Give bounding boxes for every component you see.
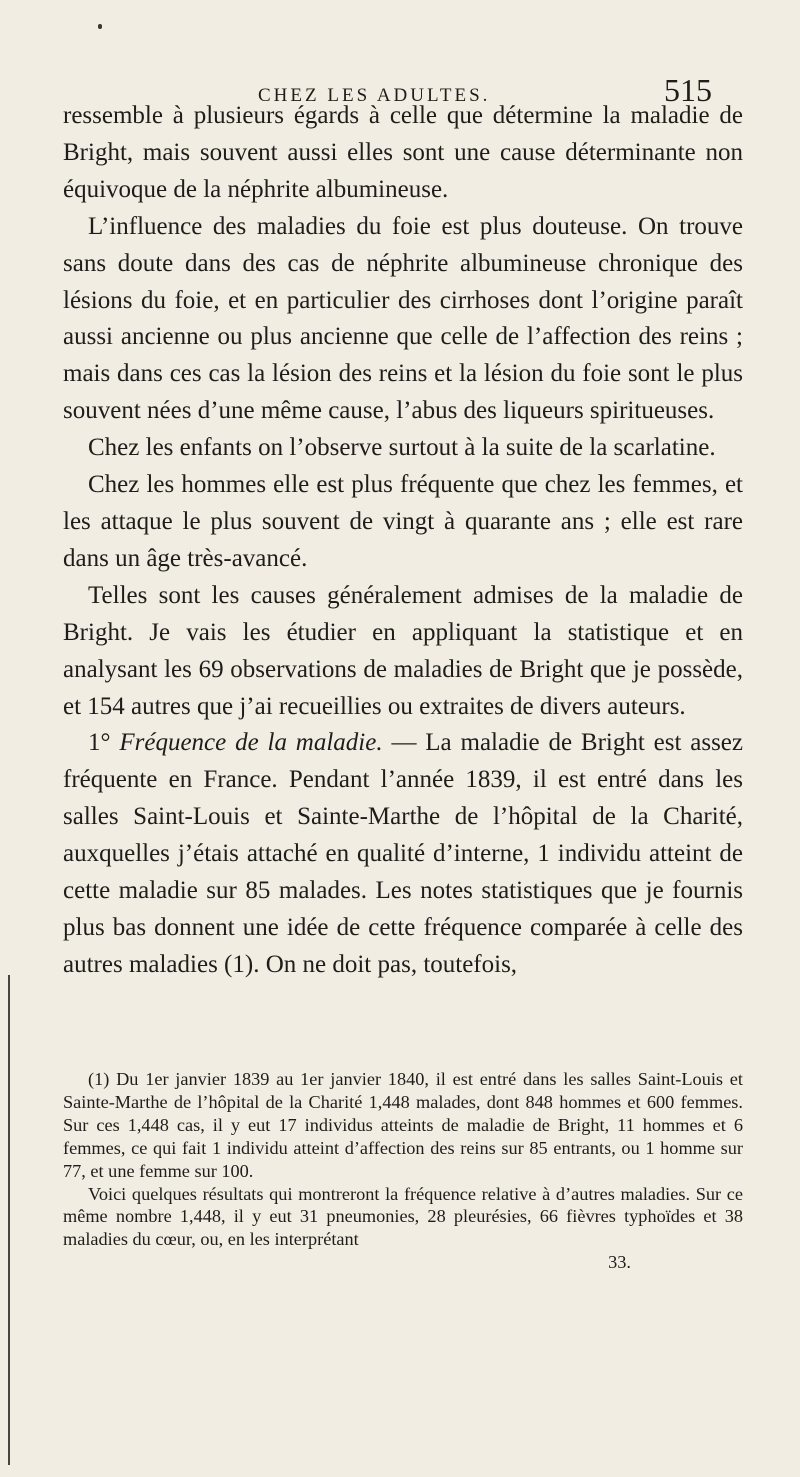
section-title: Fréquence de la maladie. bbox=[119, 729, 383, 757]
signature-mark: 33. bbox=[608, 1252, 631, 1273]
paragraph-6 bbox=[63, 725, 743, 983]
paragraph-1: ressemble à plusieurs égards à celle que détermine la maladie de Bright, mais souvent aussi elles sont une cause déterminante non équivoque de la néphrite albumineuse. bbox=[63, 102, 743, 203]
ink-speck bbox=[98, 24, 102, 29]
footnotes bbox=[63, 1068, 743, 1274]
running-title: CHEZ LES ADULTES. bbox=[258, 85, 491, 106]
paragraph-2: L’influence des maladies du foie est plus douteuse. On trouve sans doute dans des cas de néphrite albumineuse chronique des lésions du foie, et en particulier des cirrhoses dont l’origine paraît aussi ancienne ou plus ancienne que celle de l’affection des reins ; mais dans ces cas la lésion des reins et la lésion du foie sont le plus souvent nées d’une même cause, l’abus des liqueurs spiritueuses. bbox=[63, 212, 743, 425]
margin-line bbox=[8, 975, 10, 1465]
section-number: 1° bbox=[88, 729, 111, 757]
paragraph-4: Chez les hommes elle est plus fréquente que chez les femmes, et les attaque le plus souvent de vingt à quarante ans ; elle est rare dans un âge très-avancé. bbox=[63, 471, 743, 572]
main-text bbox=[63, 98, 743, 984]
section-text: — La maladie de Bright est assez fréquente en France. Pendant l’année 1839, il est entré dans les salles Saint-Louis et Sainte-Marthe de l’hôpital de la Charité, auxquelles j’étais attaché en qualité d’interne, 1 individu atteint de cette maladie sur 85 malades. Les notes statistiques que je fournis plus bas donnent une idée de cette fréquence comparée à celle des autres maladies (1). On ne doit pas, toutefois, bbox=[63, 729, 743, 978]
paragraph-5: Telles sont les causes généralement admises de la maladie de Bright. Je vais les étudier en appliquant la statistique et en analysant les 69 observations de maladies de Bright que je possède, et 154 autres que j’ai recueillies ou extraites de divers auteurs. bbox=[63, 581, 743, 720]
paragraph-3: Chez les enfants on l’observe surtout à la suite de la scarlatine. bbox=[88, 434, 716, 462]
page-number: 515 bbox=[664, 72, 712, 108]
footnote-2: Voici quelques résultats qui montreront la fréquence relative à d’autres maladies. Sur ce même nombre 1,448, il y eut 31 pneumonies, 28 pleurésies, 66 fièvres typhoïdes et 38 maladies du cœur, ou, en les interprétant bbox=[63, 1183, 743, 1250]
footnote-1: (1) Du 1er janvier 1839 au 1er janvier 1840, il est entré dans les salles Saint-Louis et Sainte-Marthe de l’hôpital de la Charité 1,448 malades, dont 848 hommes et 600 femmes. Sur ces 1,448 cas, il y eut 17 individus atteints de maladie de Bright, 11 hommes et 6 femmes, ce qui fait 1 individu atteint d’affection des reins sur 85 entrants, ou 1 homme sur 77, et une femme sur 100. bbox=[63, 1069, 743, 1181]
